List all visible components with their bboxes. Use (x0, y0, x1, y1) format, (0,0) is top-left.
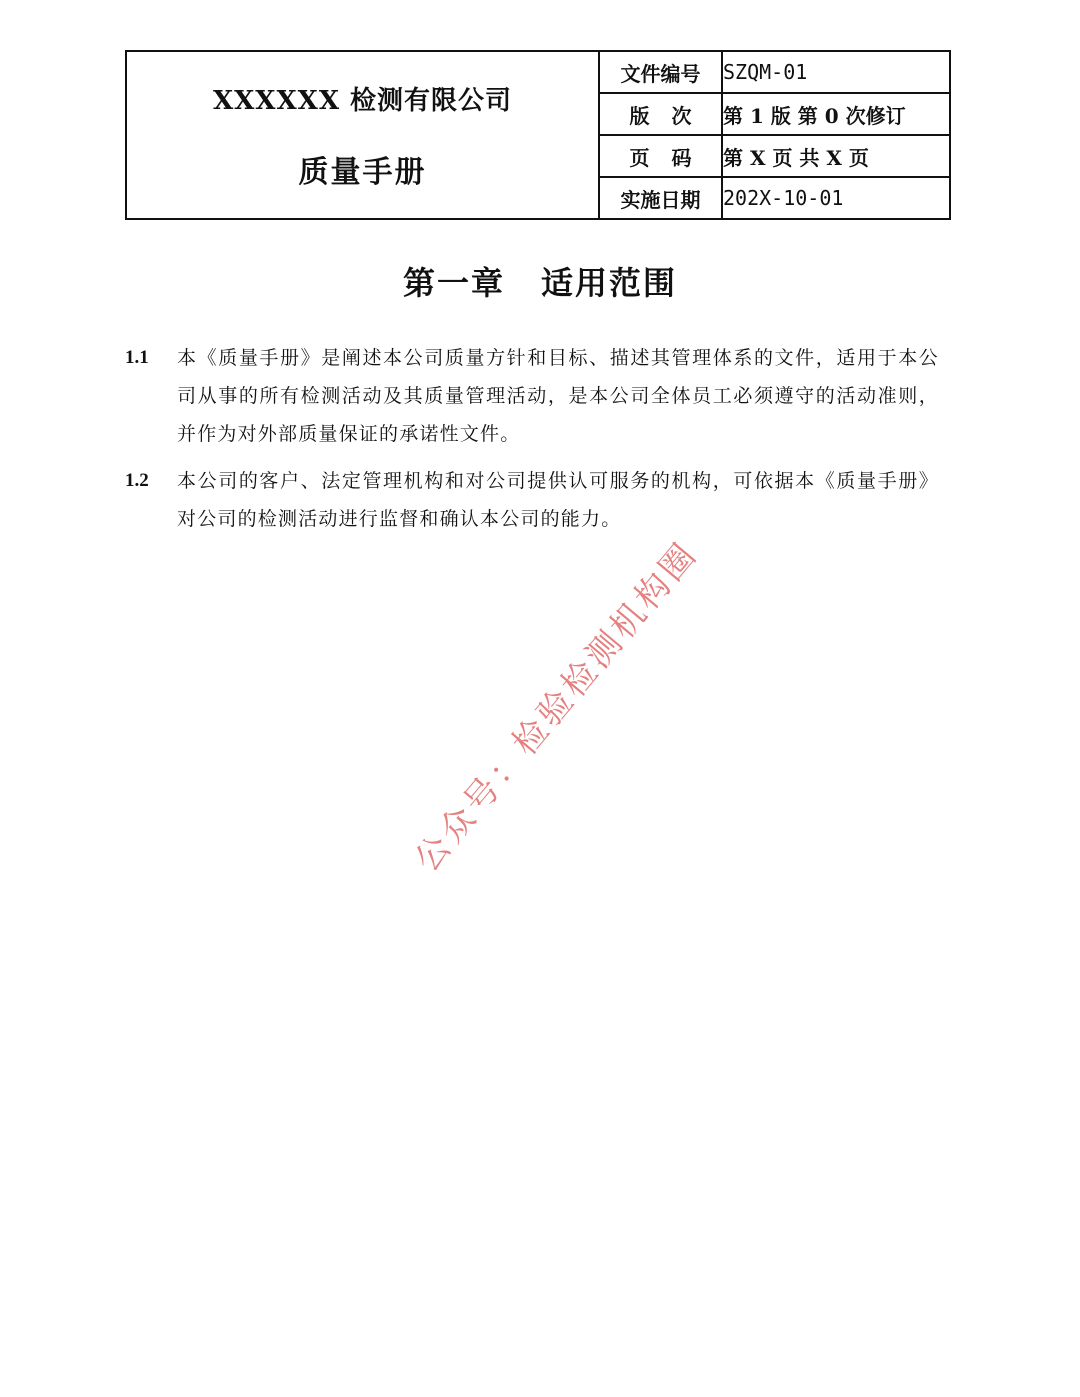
section-number: 1.2 (125, 470, 149, 491)
edition-value: 第 1 版 第 0 次修订 (722, 93, 950, 135)
chapter-number: 第一章 (402, 264, 505, 302)
file-number-value: SZQM-01 (722, 51, 950, 93)
section-text: 本《质量手册》是阐述本公司质量方针和目标、描述其管理体系的文件，适用于本公司从事的所有检测活动及其质量管理活动，是本公司全体员工必须遵守的活动准则，并作为对外部质量保证的承诺性文件。 (177, 347, 939, 445)
section-1-1 (125, 339, 945, 453)
section-number: 1.1 (125, 347, 149, 368)
section-text: 本公司的客户、法定管理机构和对公司提供认可服务的机构，可依据本《质量手册》对公司的检测活动进行监督和确认本公司的能力。 (177, 470, 939, 530)
company-name: XXXXXX 检测有限公司 (212, 85, 513, 116)
chapter-name: 适用范围 (541, 264, 678, 302)
section-1-2 (125, 462, 945, 538)
manual-title: 质量手册 (298, 154, 427, 190)
edition-label: 版次 (599, 93, 722, 135)
page-label: 页码 (599, 135, 722, 177)
file-number-label: 文件编号 (599, 51, 722, 93)
company-cell (126, 51, 599, 219)
watermark-text: 公众号：检验检测机构圈 (407, 533, 707, 880)
document-header-table (125, 50, 951, 220)
effective-date-label: 实施日期 (599, 177, 722, 219)
page-value: 第 X 页 共 X 页 (722, 135, 950, 177)
effective-date-value: 202X-10-01 (722, 177, 950, 219)
chapter-title (0, 258, 1080, 304)
